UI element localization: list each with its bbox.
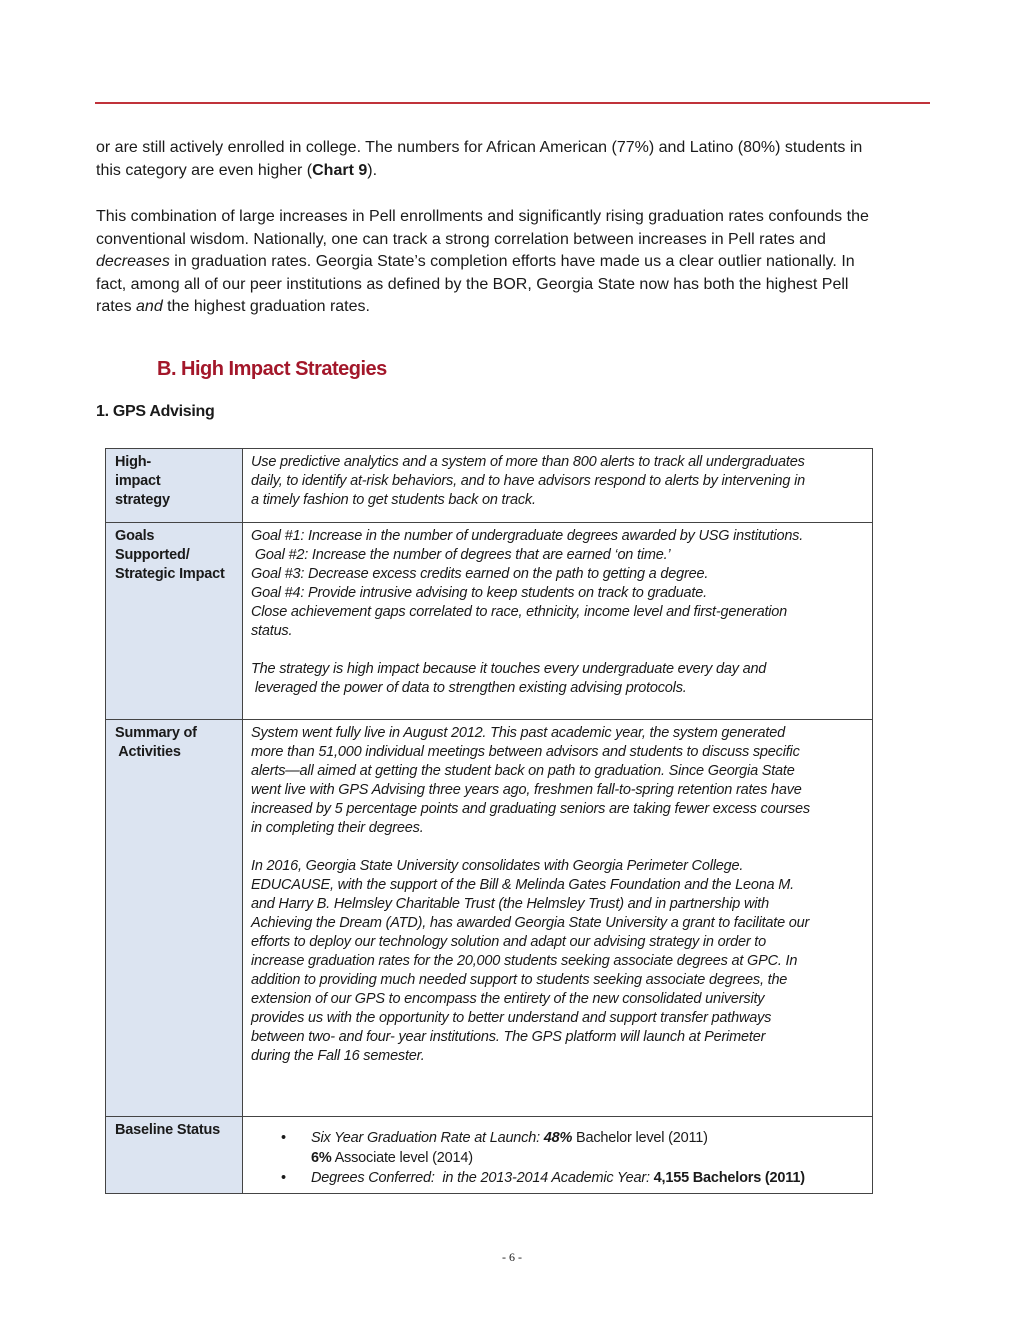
list-item: • Six Year Graduation Rate at Launch: 48% Bachelor level (2011) 6% Associate level (2014) [281, 1130, 708, 1166]
strategy-table [105, 448, 873, 1194]
list-item: • Degrees Conferred: in the 2013-2014 Academic Year: 4,155 Bachelors (2011) [281, 1170, 805, 1186]
table-row-baseline [106, 1117, 873, 1194]
bullet-icon: • [281, 1130, 286, 1146]
row-value [243, 1117, 873, 1194]
subsection-title: 1. GPS Advising [96, 403, 215, 420]
paragraph-pell: This combination of large increases in Pell enrollments and significantly rising graduation rates confounds the conventional wisdom. Nationally, one can track a strong correlation between increases in Pell rates and decreases in graduation rates. Georgia State’s completion efforts have made us a clear outlier nationally. In fact, among all of our peer institutions as defined by the BOR, Georgia State now has both the highest Pell rates and the highest graduation rates. [96, 208, 869, 316]
row-label: Summary of Activities [106, 720, 243, 1117]
header-rule [95, 102, 930, 104]
table-row-summary [106, 720, 873, 1117]
row-label: Baseline Status [106, 1117, 243, 1194]
table-row-strategy [106, 449, 873, 523]
row-label: High- impact strategy [106, 449, 243, 523]
chart-reference: Chart 9 [312, 161, 368, 179]
row-label: Goals Supported/ Strategic Impact [106, 523, 243, 720]
table-row-goals [106, 523, 873, 720]
page-number: - 6 - [502, 1250, 522, 1264]
row-value: Use predictive analytics and a system of more than 800 alerts to track all undergraduates daily, to identify at-risk behaviors, and to have advisors respond to alerts by intervening in a timely fashion to get students back on track. [243, 449, 873, 523]
row-value: System went fully live in August 2012. This past academic year, the system generated more than 51,000 individual meetings between advisors and students to discuss specific alerts—all aimed at getting the student back on path to graduation. Since Georgia State went live with GPS Advising three years ago, freshmen fall-to-spring retention rates have increased by 5 percentage points and graduating seniors are taking fewer excess courses in completing their degrees. In 2016, Georgia State University consolidates with Georgia Perimeter College. EDUCAUSE, with the support of the Bill & Melinda Gates Foundation and the Leona M. and Harry B. Helmsley Charitable Trust (the Helmsley Trust) and in partnership with Achieving the Dream (ATD), has awarded Georgia State University a grant to facilitate our efforts to deploy our technology solution and adapt our advising strategy in order to increase graduation rates for the 20,000 students seeking associate degrees at GPC. In addition to providing much needed support to students seeking associate degrees, the extension of our GPS to encompass the entirety of the new consolidated university provides us with the opportunity to better understand and support transfer pathways between two- and four- year institutions. The GPS platform will launch at Perimeter during the Fall 16 semester. [243, 720, 873, 1117]
paragraph-chart9: or are still actively enrolled in college. The numbers for African American (77%) and Latino (80%) students in this category are even higher (Chart 9). [96, 139, 863, 179]
row-value: Goal #1: Increase in the number of undergraduate degrees awarded by USG institutions. Goal #2: Increase the number of degrees that are earned ‘on time.’ Goal #3: Decrease excess credits earned on the path to getting a degree. Goal #4: Provide intrusive advising to keep students on track to graduate. Close achievement gaps correlated to race, ethnicity, income level and first-generation status. The strategy is high impact because it touches every undergraduate every day and leveraged the power of data to strengthen existing advising protocols. [243, 523, 873, 720]
section-title: B. High Impact Strategies [157, 358, 387, 380]
baseline-list [251, 1128, 862, 1188]
bullet-icon: • [281, 1170, 286, 1186]
